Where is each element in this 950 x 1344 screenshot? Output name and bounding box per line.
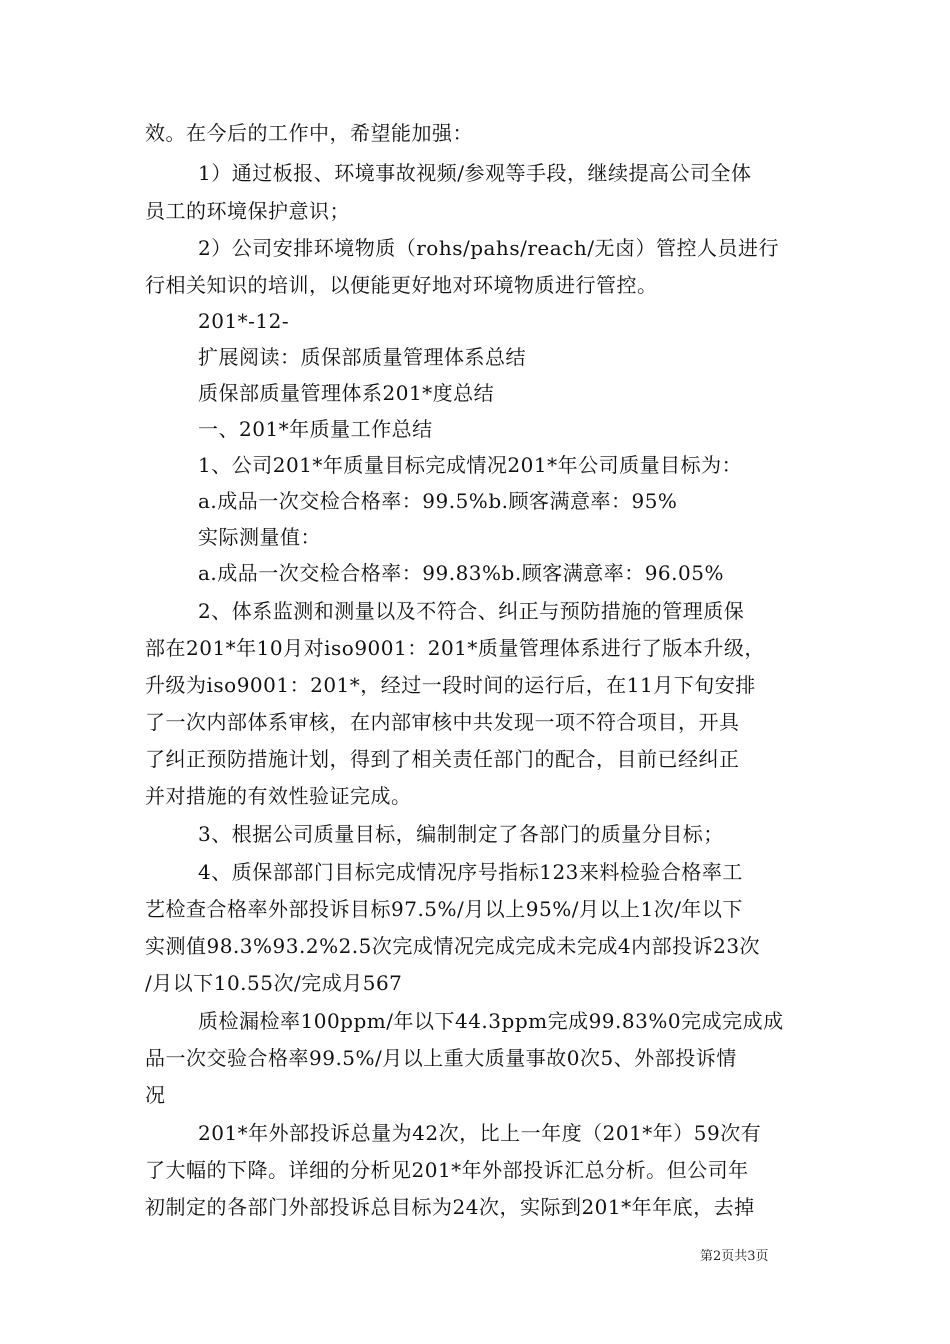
text-line: 并对措施的有效性验证完成。: [145, 784, 412, 808]
text-line: 员工的环境保护意识；: [145, 199, 350, 223]
text-line: 质保部质量管理体系201*度总结: [198, 381, 495, 405]
text-line: 3、根据公司质量目标，编制制定了各部门的质量分目标；: [198, 822, 724, 846]
text-line: 艺检查合格率外部投诉目标97.5%/月以上95%/月以上1次/年以下: [145, 897, 743, 921]
text-line: a.成品一次交检合格率：99.5%b.顾客满意率：95%: [198, 489, 678, 513]
text-line: 质检漏检率100ppm/年以下44.3ppm完成99.83%0完成完成成: [198, 1009, 784, 1033]
text-line: 一、201*年质量工作总结: [198, 417, 433, 441]
text-line: 扩展阅读：质保部质量管理体系总结: [198, 345, 526, 369]
text-line: 201*-12-: [198, 309, 290, 333]
text-line: 1、公司201*年质量目标完成情况201*年公司质量目标为：: [198, 453, 743, 477]
text-line: 实际测量值：: [198, 525, 321, 549]
text-line: 升级为iso9001：201*，经过一段时间的运行后，在11月下旬安排: [145, 673, 756, 697]
text-line: 初制定的各部门外部投诉总目标为24次，实际到201*年年底，去掉: [145, 1195, 755, 1219]
text-line: 2）公司安排环境物质（rohs/pahs/reach/无卤）管控人员进行: [198, 236, 779, 260]
text-line: 201*年外部投诉总量为42次，比上一年度（201*年）59次有: [198, 1121, 762, 1145]
text-line: 了大幅的下降。详细的分析见201*年外部投诉汇总分析。但公司年: [145, 1158, 749, 1182]
text-line: 部在201*年10月对iso9001：201*质量管理体系进行了版本升级，: [145, 636, 765, 660]
text-line: /月以下10.55次/完成月567: [145, 971, 403, 995]
text-line: 2、体系监测和测量以及不符合、纠正与预防措施的管理质保: [198, 599, 745, 623]
text-line: 4、质保部部门目标完成情况序号指标123来料检验合格率工: [198, 860, 743, 884]
text-line: 品一次交验合格率99.5%/月以上重大质量事故0次5、外部投诉情: [145, 1046, 737, 1070]
text-line: 行相关知识的培训，以便能更好地对环境物质进行管控。: [145, 273, 658, 297]
text-line: 了一次内部体系审核，在内部审核中共发现一项不符合项目，开具: [145, 710, 740, 734]
text-line: 了纠正预防措施计划，得到了相关责任部门的配合，目前已经纠正: [145, 747, 740, 771]
text-line: 1）通过板报、环境事故视频/参观等手段，继续提高公司全体: [198, 161, 752, 185]
text-line: 况: [145, 1083, 166, 1107]
page-number: 第2页共3页: [700, 1249, 769, 1264]
text-line: 效。在今后的工作中，希望能加强：: [145, 121, 473, 145]
text-line: a.成品一次交检合格率：99.83%b.顾客满意率：96.05%: [198, 561, 724, 585]
text-line: 实测值98.3%93.2%2.5次完成情况完成完成未完成4内部投诉23次: [145, 934, 761, 958]
